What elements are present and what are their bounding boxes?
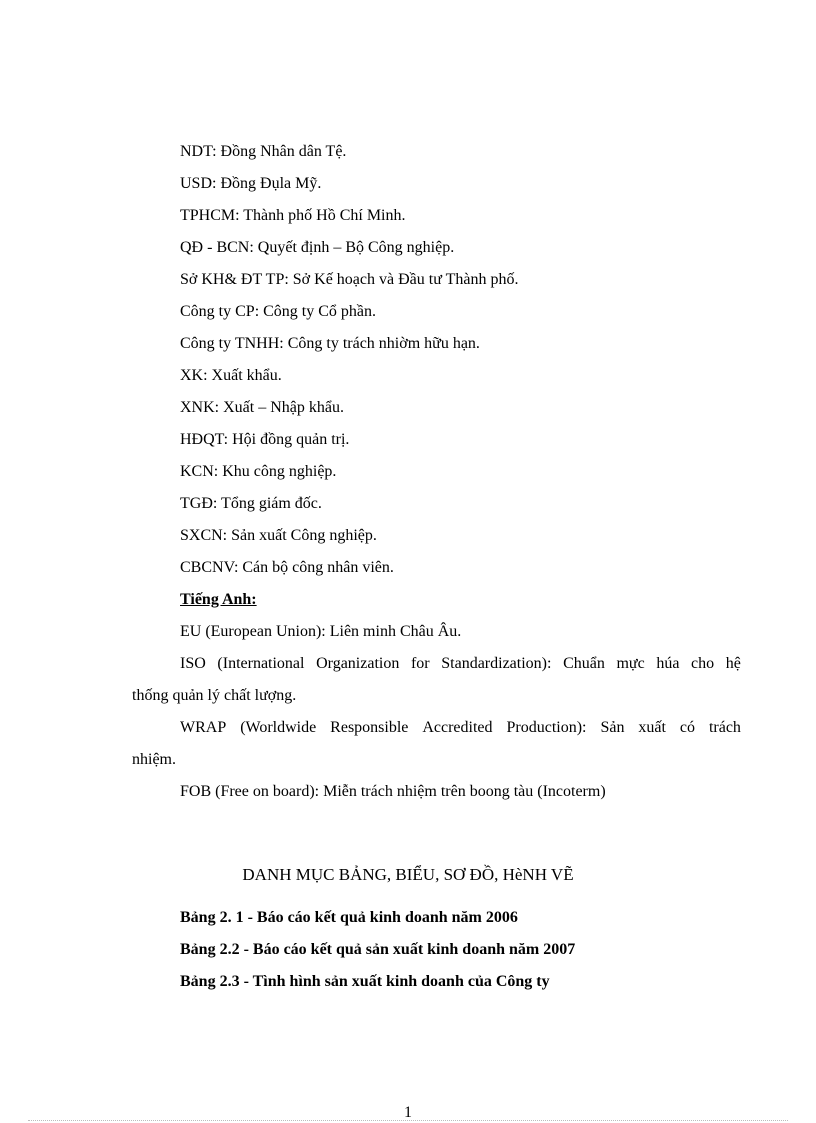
table-entry-2-3: Bảng 2.3 - Tình hình sản xuất kinh doanh của Công ty [180, 973, 550, 990]
footer-divider [28, 1120, 788, 1121]
word: trách [708, 719, 741, 736]
word: xuất [638, 719, 666, 736]
word: có [679, 719, 695, 736]
word: húa [656, 655, 680, 672]
abbr-tgd: TGĐ: Tổng giám đốc. [180, 495, 322, 512]
abbr-wrap-line1 [180, 718, 741, 738]
word: Chuẩn [563, 655, 605, 672]
abbr-kcn: KCN: Khu công nghiệp. [180, 463, 337, 480]
word: for [410, 655, 430, 672]
abbr-fob: FOB (Free on board): Miễn trách nhiệm trên boong tàu (Incoterm) [180, 783, 606, 800]
abbr-xnk: XNK: Xuất – Nhập khẩu. [180, 399, 344, 416]
abbr-cty-tnhh: Công ty TNHH: Công ty trách nhiờm hữu hạn. [180, 335, 480, 352]
abbr-iso-line1 [180, 654, 741, 674]
word: WRAP [180, 719, 227, 736]
abbr-eu: EU (European Union): Liên minh Châu Âu. [180, 623, 462, 640]
word: ISO [180, 655, 206, 672]
word: (International [217, 655, 305, 672]
abbr-cty-cp: Công ty CP: Công ty Cổ phần. [180, 303, 377, 320]
abbr-xk: XK: Xuất khẩu. [180, 367, 282, 384]
table-entry-2-2: Bảng 2.2 - Báo cáo kết quả sản xuất kinh doanh năm 2007 [180, 941, 576, 958]
abbr-sxcn: SXCN: Sản xuất Công nghiệp. [180, 527, 377, 544]
word: Organization [316, 655, 400, 672]
word: hệ [725, 655, 741, 672]
word: Responsible [330, 719, 409, 736]
page-number: 1 [404, 1104, 412, 1121]
abbr-ndt: NDT: Đồng Nhân dân Tệ. [180, 143, 347, 160]
abbr-hdqt: HĐQT: Hội đồng quản trị. [180, 431, 350, 448]
word: (Worldwide [240, 719, 317, 736]
table-entry-2-1: Bảng 2. 1 - Báo cáo kết quả kinh doanh năm 2006 [180, 909, 518, 926]
abbr-tphcm: TPHCM: Thành phố Hồ Chí Minh. [180, 207, 406, 224]
abbr-cbcnv: CBCNV: Cán bộ công nhân viên. [180, 559, 394, 576]
word: Production): [506, 719, 587, 736]
abbr-qd-bcn: QĐ - BCN: Quyết định – Bộ Công nghiệp. [180, 239, 455, 256]
abbr-usd: USD: Đồng Đụla Mỹ. [180, 175, 322, 192]
word: Standardization): [441, 655, 552, 672]
abbr-iso-line2: thống quản lý chất lượng. [132, 687, 297, 704]
english-heading: Tiếng Anh: [180, 591, 257, 608]
abbr-so-khdt: Sở KH& ĐT TP: Sở Kế hoạch và Đầu tư Thành phố. [180, 271, 519, 288]
word: mực [616, 655, 645, 672]
abbr-wrap-line2: nhiệm. [132, 751, 176, 768]
word: cho [691, 655, 715, 672]
word: Sản [600, 719, 625, 736]
word: Accredited [422, 719, 493, 736]
list-title: DANH MỤC BẢNG, BIỂU, SƠ ĐỒ, HèNH VẼ [242, 865, 574, 884]
